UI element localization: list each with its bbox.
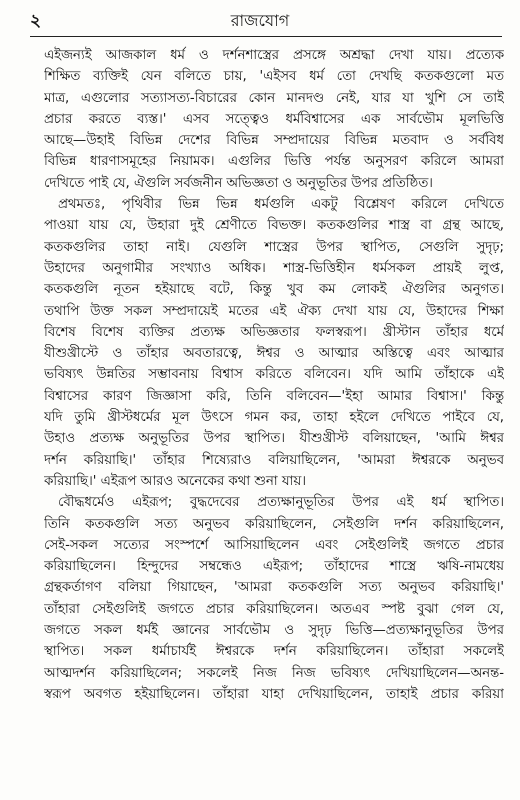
- text-line: বিভিন্ন ধারণাসমূহের নিয়ামক। এগুলির ভিত্তি পর্যন্ত অনুসরণ করিলে আমরা: [44, 154, 504, 170]
- text-line: জগতে সকল ধর্মই জ্ঞানের সার্বভৌম ও সুদৃঢ় ভিত্তি—প্রত্যক্ষানুভূতির উপর: [44, 623, 504, 639]
- text-line: শিক্ষিত ব্যক্তিই যেন বলিতে চায়, 'এইসব ধর্ম তো দেখছি কতকগুলো মত: [44, 69, 504, 85]
- text-line: কতকগুলির তাহা নাই। যেগুলি শাস্ত্রের উপর স্থাপিত, সেগুলি সুদৃঢ়;: [44, 239, 504, 255]
- body-text: [44, 45, 504, 705]
- running-title: রাজযোগ: [230, 11, 290, 30]
- text-line: প্রচার করতে ব্যস্ত।' এসব সত্ত্বেও ধর্মবিশ্বাসের এক সার্বভৌম মূলভিত্তি: [44, 111, 504, 127]
- paragraph-start-line: প্রথমতঃ, পৃথিবীর ভিন্ন ভিন্ন ধর্মগুলি একটু বিশ্লেষণ করিলে দেখিতে: [58, 197, 504, 213]
- text-line: স্থাপিত। সকল ধর্মাচার্যই ঈশ্বরকে দর্শন করিয়াছিলেন। তাঁহারা সকলেই: [44, 644, 504, 660]
- text-line: তথাপি উক্ত সকল সম্প্রদায়েই মতের এই ঐক্য দেখা যায় যে, উহাদের শিক্ষা: [44, 303, 504, 319]
- text-line: যদি তুমি খ্রীস্টধর্মের মূল উৎসে গমন কর, তাহা হইলে দেখিতে পাইবে যে,: [44, 410, 504, 426]
- text-line: পাওয়া যায় যে, উহারা দুই শ্রেণীতে বিভক্ত। কতকগুলির শাস্ত্র বা গ্রন্থ আছে,: [44, 218, 504, 234]
- text-line: দেখিতে পাই যে, ঐগুলি সর্বজনীন অভিজ্ঞতা ও অনুভূতির উপর প্রতিষ্ঠিত।: [44, 175, 433, 191]
- text-line: ভবিষ্যৎ উন্নতির সম্ভাবনায় বিশ্বাস করিতে বলিবেন। যদি আমি তাঁহাকে এই: [44, 367, 504, 383]
- page-header: [0, 0, 520, 40]
- text-line: মাত্র, এগুলোর সত্যাসত্য-বিচারের কোন মানদণ্ড নেই, যার যা খুশি সে তাই: [44, 90, 504, 106]
- text-line: স্বরূপ অবগত হইয়াছিলেন। তাঁহারা যাহা দেখিয়াছিলেন, তাহাই প্রচার করিয়া: [44, 686, 504, 702]
- text-line: করিয়াছি।' এইরূপ আরও অনেকের কথা শুনা যায়।: [44, 473, 306, 489]
- text-line: এইজন্যই আজকাল ধর্ম ও দর্শনশাস্ত্রের প্রসঙ্গে অশ্রদ্ধা দেখা যায়। প্রত্যেক: [44, 48, 504, 63]
- text-line: বিশ্বাসের কারণ জিজ্ঞাসা করি, তিনি বলিবেন—'ইহা আমার বিশ্বাস।' কিন্তু: [44, 388, 504, 404]
- text-line: উহাও প্রত্যক্ষ অনুভূতির উপর স্থাপিত। যীশুখ্রীস্ট বলিয়াছেন, 'আমি ঈশ্বর: [44, 431, 504, 447]
- text-line: দর্শন করিয়াছি।' তাঁহার শিষ্যেরাও বলিয়াছিলেন, 'আমরা ঈশ্বরকে অনুভব: [44, 452, 504, 468]
- text-line: আত্মদর্শন করিয়াছিলেন; সকলেই নিজ নিজ ভবিষ্যৎ দেখিয়াছিলেন—অনন্ত-: [44, 665, 504, 681]
- text-line: উহাদের অনুগামীর সংখ্যাও অধিক। শাস্ত্র-ভিত্তিহীন ধর্মসকল প্রায়ই লুপ্ত,: [44, 260, 504, 276]
- paragraph-start-line: বৌদ্ধধর্মেও এইরূপ; বুদ্ধদেবের প্রত্যক্ষানুভূতির উপর এই ধর্ম স্থাপিত।: [58, 495, 504, 511]
- text-line: তাঁহারা সেইগুলিই জগতে প্রচার করিয়াছিলেন। অতএব স্পষ্ট বুঝা গেল যে,: [44, 601, 504, 617]
- text-line: তিনি কতকগুলি সত্য অনুভব করিয়াছিলেন, সেইগুলি দর্শন করিয়াছিলেন,: [44, 516, 504, 532]
- text-line: যীশুখ্রীস্টে ও তাঁহার অবতারত্বে, ঈশ্বর ও আত্মার অস্তিত্বে এবং আত্মার: [44, 346, 504, 362]
- text-line: আছে—উহাই বিভিন্ন দেশের বিভিন্ন সম্প্রদায়ের বিভিন্ন মতবাদ ও সর্ববিধ: [44, 133, 504, 149]
- text-line: করিয়াছিলেন। হিন্দুদের সম্বন্ধেও এইরূপ; তাঁহাদের শাস্ত্রে ঋষি-নামধেয়: [44, 559, 504, 575]
- text-line: কতকগুলি নূতন হইয়াছে বটে, কিন্তু খুব কম লোকই ঐগুলির অনুগত।: [44, 282, 504, 298]
- header-rule: [30, 36, 502, 37]
- page-number: ২: [30, 11, 42, 31]
- text-line: বিশেষ বিশেষ ব্যক্তির প্রত্যক্ষ অভিজ্ঞতার ফলস্বরূপ। খ্রীস্টান তাঁহার ধর্মে: [44, 324, 504, 340]
- text-line: গ্রন্থকর্তাগণ বলিয়া গিয়াছেন, 'আমরা কতকগুলি সত্য অনুভব করিয়াছি।': [44, 580, 504, 596]
- text-line: সেই-সকল সত্যের সংস্পর্শে আসিয়াছিলেন এবং সেইগুলিই জগতে প্রচার: [44, 537, 504, 553]
